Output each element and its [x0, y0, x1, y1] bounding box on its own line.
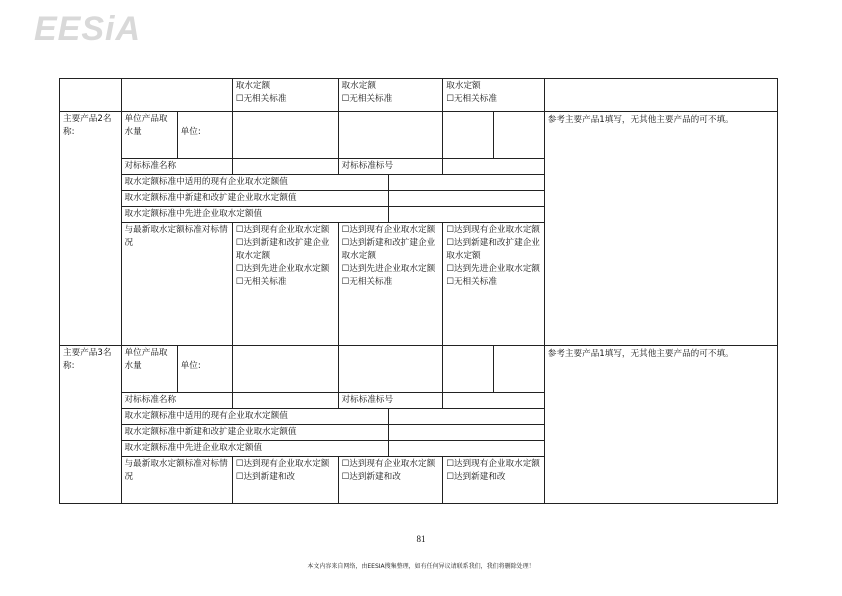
- std-no-label: 对标标准标号: [338, 159, 443, 175]
- checkbox-no-standard[interactable]: ☐无相关标准: [235, 94, 287, 104]
- checkbox-new[interactable]: ☐达到新建和改: [341, 472, 401, 482]
- unit-water-label: 单位产品取水量: [121, 346, 177, 393]
- checkbox-new[interactable]: ☐达到新建和改扩建企业取水定额: [235, 238, 330, 261]
- quota-adv-input[interactable]: [389, 207, 544, 223]
- product3-unit-row: [60, 346, 778, 393]
- checkbox-no-standard[interactable]: ☐无相关标准: [446, 277, 497, 287]
- product2-unit-row: [60, 112, 778, 159]
- checkbox-new[interactable]: ☐达到新建和改: [446, 472, 506, 482]
- cont-col1: 取水定额 ☐无相关标准: [232, 79, 338, 112]
- unit-label: 单位:: [177, 112, 232, 159]
- footer-disclaimer: 本文内容来自网络，由EESIA搜集整理，如有任何异议请联系我们，我们将删除处理！: [307, 563, 535, 570]
- quota-adv-input[interactable]: [389, 441, 544, 457]
- quota-adv-label: 取水定额标准中先进企业取水定额值: [121, 441, 389, 457]
- checkbox-new[interactable]: ☐达到新建和改扩建企业取水定额: [341, 238, 436, 261]
- unit-water-label: 单位产品取水量: [121, 112, 177, 159]
- std-name-label: 对标标准名称: [121, 393, 232, 409]
- page-number: 81: [416, 534, 426, 544]
- unit-value-cell[interactable]: [493, 346, 544, 393]
- unit-value-cell[interactable]: [232, 346, 338, 393]
- std-name-label: 对标标准名称: [121, 159, 232, 175]
- checkbox-existing[interactable]: ☐达到现有企业取水定额: [341, 225, 436, 235]
- std-no-label: 对标标准标号: [338, 393, 443, 409]
- product3-note: 参考主要产品1填写，无其他主要产品的可不填。: [544, 346, 777, 504]
- quota-existing-label: 取水定额标准中适用的现有企业取水定额值: [121, 409, 389, 425]
- quota-new-input[interactable]: [389, 191, 544, 207]
- checkbox-no-standard[interactable]: ☐无相关标准: [235, 277, 287, 287]
- unit-value-cell[interactable]: [443, 346, 494, 393]
- unit-value-cell[interactable]: [338, 346, 443, 393]
- compare-label: 与最新取水定额标准对标情况: [121, 457, 232, 504]
- quota-existing-input[interactable]: [389, 175, 544, 191]
- continued-row: [60, 79, 778, 112]
- checkbox-new[interactable]: ☐达到新建和改扩建企业取水定额: [446, 238, 540, 261]
- checkbox-existing[interactable]: ☐达到现有企业取水定额: [235, 459, 330, 469]
- std-name-input[interactable]: [232, 393, 338, 409]
- unit-value-cell[interactable]: [338, 112, 443, 159]
- std-no-input[interactable]: [443, 393, 544, 409]
- compare-options-col3: [443, 457, 544, 504]
- cont-col2: 取水定额 ☐无相关标准: [338, 79, 443, 112]
- checkbox-advanced[interactable]: ☐达到先进企业取水定额: [341, 264, 436, 274]
- compare-options-col2: [338, 223, 443, 346]
- unit-value-cell[interactable]: [493, 112, 544, 159]
- quota-new-label: 取水定额标准中新建和改扩建企业取水定额值: [121, 191, 389, 207]
- cont-col3: 取水定额 ☐无相关标准: [443, 79, 544, 112]
- unit-value-cell[interactable]: [443, 112, 494, 159]
- std-no-input[interactable]: [443, 159, 544, 175]
- quota-new-label: 取水定额标准中新建和改扩建企业取水定额值: [121, 425, 389, 441]
- quota-adv-label: 取水定额标准中先进企业取水定额值: [121, 207, 389, 223]
- checkbox-existing[interactable]: ☐达到现有企业取水定额: [341, 459, 436, 469]
- eesia-logo: EESiA: [34, 10, 142, 48]
- quota-existing-label: 取水定额标准中适用的现有企业取水定额值: [121, 175, 389, 191]
- checkbox-advanced[interactable]: ☐达到先进企业取水定额: [446, 264, 540, 274]
- compare-options-col2: [338, 457, 443, 504]
- product2-note: 参考主要产品1填写，无其他主要产品的可不填。: [544, 112, 777, 346]
- std-name-input[interactable]: [232, 159, 338, 175]
- checkbox-existing[interactable]: ☐达到现有企业取水定额: [446, 459, 540, 469]
- quota-new-input[interactable]: [389, 425, 544, 441]
- product3-name-label: 主要产品3名称:: [60, 346, 122, 504]
- checkbox-new[interactable]: ☐达到新建和改: [235, 472, 296, 482]
- unit-value-cell[interactable]: [232, 112, 338, 159]
- product2-name-label: 主要产品2名称:: [60, 112, 122, 346]
- water-quota-form-table: [59, 78, 778, 504]
- checkbox-no-standard[interactable]: ☐无相关标准: [446, 94, 497, 104]
- compare-label: 与最新取水定额标准对标情况: [121, 223, 232, 346]
- compare-options-col3: [443, 223, 544, 346]
- checkbox-advanced[interactable]: ☐达到先进企业取水定额: [235, 264, 330, 274]
- compare-options-col1: [232, 457, 338, 504]
- quota-existing-input[interactable]: [389, 409, 544, 425]
- unit-label: 单位:: [177, 346, 232, 393]
- compare-options-col1: [232, 223, 338, 346]
- checkbox-no-standard[interactable]: ☐无相关标准: [341, 94, 393, 104]
- checkbox-existing[interactable]: ☐达到现有企业取水定额: [446, 225, 540, 235]
- checkbox-no-standard[interactable]: ☐无相关标准: [341, 277, 393, 287]
- checkbox-existing[interactable]: ☐达到现有企业取水定额: [235, 225, 330, 235]
